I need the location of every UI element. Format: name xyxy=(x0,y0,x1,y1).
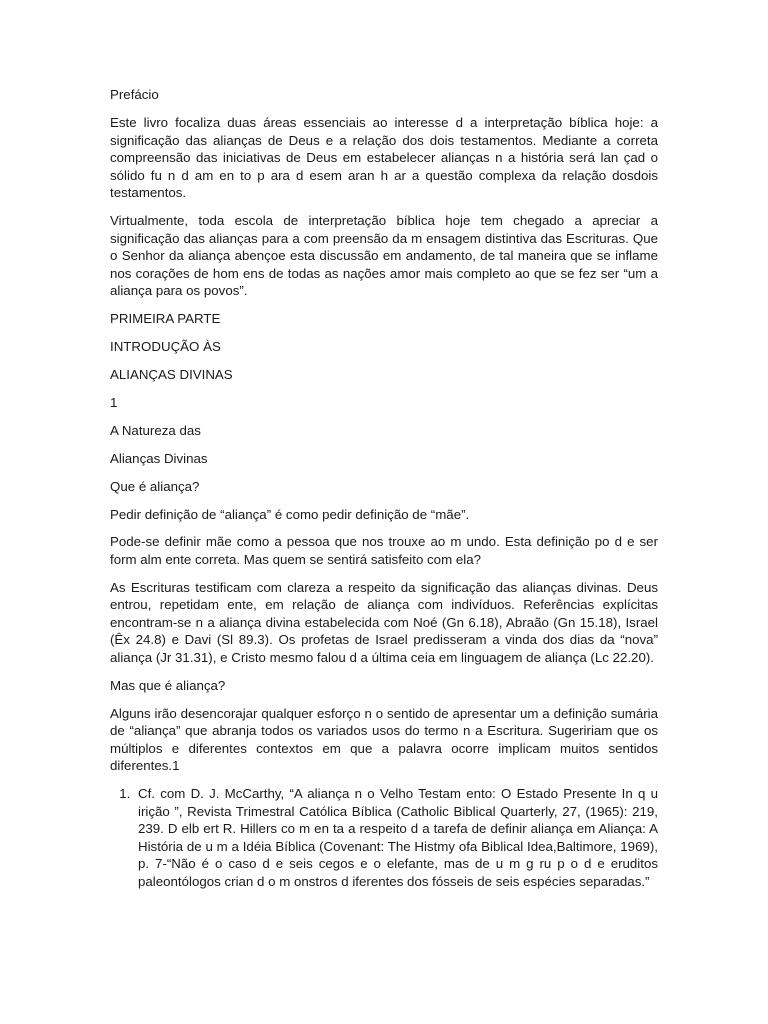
document-page xyxy=(110,86,658,890)
part-title-line-1: INTRODUÇÃO ÀS xyxy=(110,338,221,354)
chapter-title-line-2: Alianças Divinas xyxy=(110,450,208,466)
chapter-paragraph-3: As Escrituras testificam com clareza a respeito da significação das alianças divinas. Deus entrou, repetidam ente, em relação de aliança com indivíduos. Referências explícitas encontram-se n a aliança divina estabelecida com Noé (Gn 6.18), Abraão (Gn 15.18), Israel (Êx 24.8) e Davi (Sl 89.3). Os profetas de Israel predisseram a vinda dos dias da “nova” aliança (Jr 31.31), e Cristo mesmo falou d a última ceia em linguagem de aliança (Lc 22.20). xyxy=(110,579,658,665)
footnote-list xyxy=(110,785,658,891)
part-label: PRIMEIRA PARTE xyxy=(110,310,221,326)
chapter-title-line-1: A Natureza das xyxy=(110,422,201,438)
section-question-2: Mas que é aliança? xyxy=(110,677,226,693)
preface-paragraph-1: Este livro focaliza duas áreas essenciais ao interesse d a interpretação bíblica hoje: a significação das alianças de Deus e a relação dos dois testamentos. Mediante a correta compreensão das iniciativas de Deus em estabelecer alianças n a história será lan çad o sólido fu n d am en to p ara d esem aran h ar a questão complexa da relação dosdois testamentos. xyxy=(110,114,658,201)
chapter-paragraph-4: Alguns irão desencorajar qualquer esforço n o sentido de apresentar um a definição sumária de “aliança” que abranja todos os variados usos do termo n a Escritura. Sugeririam que os múltiplos e diferentes contextos em que a palavra ocorre implicam muitos sentidos diferentes.1 xyxy=(110,705,658,774)
section-question-1: Que é aliança? xyxy=(110,478,200,494)
part-title-line-2: ALIANÇAS DIVINAS xyxy=(110,366,233,382)
preface-title: Prefácio xyxy=(110,87,159,102)
preface-paragraph-2: Virtualmente, toda escola de interpretação bíblica hoje tem chegado a apreciar a significação das alianças para a com preensão da m ensagem distintiva das Escrituras. Que o Senhor da aliança abençoe esta discussão em andamento, de tal maneira que se inflame nos corações de hom ens de todas as nações amor mais completo ao que se fez ser “um a aliança para os povos”. xyxy=(110,212,658,299)
chapter-number: 1 xyxy=(110,394,118,410)
chapter-paragraph-1: Pedir definição de “aliança” é como pedir definição de “mãe”. xyxy=(110,506,470,522)
chapter-paragraph-2: Pode-se definir mãe como a pessoa que nos trouxe ao m undo. Esta definição po d e ser form alm ente correta. Mas quem se sentirá satisfeito com ela? xyxy=(110,534,658,567)
footnote-item: 1. Cf. com D. J. McCarthy, “A aliança n o Velho Testam ento: O Estado Presente In q u irição ”, Revista Trimestral Católica Bíblica (Catholic Biblical Quarterly, 27, (1965): 219, 239. D elb ert R. Hillers co m en ta a respeito d a tarefa de definir aliança em Aliança: A História de u m a Idéia Bíblica (Covenant: The Histmy ofa Biblical Idea,Baltimore, 1969), p. 7-“Não é o caso d e seis cegos e o elefante, mas de u m g ru p o d e eruditos paleontólogos crian d o m onstros d iferentes dos fósseis de seis espécies separadas.” xyxy=(134,785,658,891)
